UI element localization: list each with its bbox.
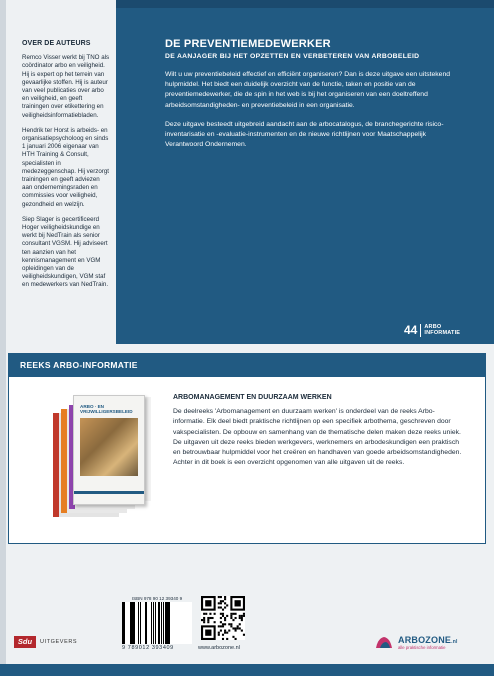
qr-module <box>235 613 237 615</box>
arbozone-logo-icon <box>374 634 394 650</box>
qr-module <box>218 634 220 636</box>
book-cover-title: ARBO · EN VRIJWILLIGERSBELEID <box>80 404 133 414</box>
qr-module <box>220 596 222 598</box>
reeks-box <box>8 377 486 544</box>
qr-module <box>228 623 230 625</box>
qr-module <box>243 613 245 615</box>
qr-module <box>224 623 226 625</box>
qr-module <box>230 625 232 627</box>
isbn-barcode <box>122 596 192 656</box>
qr-module <box>207 621 209 623</box>
reeks-paragraph-2: De uitgaven uit deze reeks bieden werkgevers, werknemers en arbodeskundigen een praktisch en betrouwbaar hulpmiddel voor het creëren en handhaven van goede arbeidsomstandigheden. <box>173 438 462 457</box>
qr-module <box>214 621 216 623</box>
qr-module <box>232 636 234 638</box>
description-paragraph-1: Wilt u uw preventiebeleid effectief en efficiënt organiseren? Dan is deze uitgave een uitstekend hulpmiddel. Het biedt een duidelijk overzicht van de functie, taken en positie van de preventiemedewerker, die de spin in het web is bij het organiseren van een doeltreffend arbeidsomstandigheden- en preventiebeleid in een organisatie. <box>165 71 451 109</box>
reeks-paragraph-3: Achter in dit boek is een overzicht opgenomen van alle uitgaven uit de reeks. <box>173 459 405 467</box>
qr-module <box>239 627 241 629</box>
qr-module <box>218 625 220 627</box>
qr-module <box>226 615 228 617</box>
qr-code[interactable] <box>201 596 245 640</box>
qr-module <box>220 617 222 619</box>
qr-module <box>224 598 226 600</box>
qr-module <box>237 625 239 627</box>
isbn-number: ISBN 978 90 12 39340 9 <box>131 596 183 601</box>
series-divider <box>420 324 421 337</box>
qr-module <box>220 600 222 602</box>
qr-module <box>205 630 211 636</box>
barcode-bar <box>170 602 172 644</box>
qr-module <box>211 617 213 619</box>
qr-module <box>222 623 224 625</box>
qr-module <box>220 602 222 604</box>
qr-module <box>224 596 226 598</box>
qr-module <box>203 621 205 623</box>
sdu-logo-text: UITGEVERS <box>40 639 78 645</box>
author-bio-visser: Remco Visser werkt bij TNO als coördinator arbo en veiligheid. Hij is expert op het terrein van gevaarlijke stoffen. Hij is auteur van veel publicaties over arbo en veiligheid, en geeft trainingen over etikettering en veiligheidsinformatiebladen. <box>22 54 110 119</box>
qr-module <box>224 617 226 619</box>
page-edge <box>0 0 6 676</box>
book-cover-photo <box>80 418 138 476</box>
qr-module <box>235 630 237 632</box>
arbozone-logo <box>374 634 458 650</box>
qr-module <box>222 634 224 636</box>
sdu-logo-mark: Sdu <box>14 636 36 648</box>
qr-module <box>232 613 234 615</box>
qr-module <box>239 623 241 625</box>
arbozone-tagline: alle praktische informatie <box>398 644 446 650</box>
qr-module <box>243 615 245 617</box>
qr-module <box>235 638 237 640</box>
barcode-bars <box>122 602 192 644</box>
qr-module <box>224 602 226 604</box>
qr-module <box>230 617 232 619</box>
qr-module <box>235 617 237 619</box>
qr-module <box>222 609 224 611</box>
qr-module <box>226 604 228 606</box>
barcode-digits: 9 789012 393409 <box>122 645 174 651</box>
qr-module <box>241 615 243 617</box>
qr-module <box>222 638 224 640</box>
qr-module <box>209 613 211 615</box>
qr-module <box>243 634 245 636</box>
qr-module <box>232 627 234 629</box>
qr-module <box>230 615 232 617</box>
authors-heading: OVER DE AUTEURS <box>22 40 91 47</box>
qr-module <box>239 615 241 617</box>
qr-module <box>224 632 226 634</box>
qr-module <box>203 613 205 615</box>
qr-module <box>220 630 222 632</box>
book-cover-band <box>74 491 144 494</box>
qr-module <box>222 615 224 617</box>
qr-module <box>241 619 243 621</box>
book-cover <box>73 395 145 505</box>
reeks-subtitle: ARBOMANAGEMENT EN DUURZAAM WERKEN <box>173 394 332 401</box>
qr-module <box>235 600 241 606</box>
series-label-line2: INFORMATIE <box>424 330 461 336</box>
qr-module <box>203 619 205 621</box>
qr-module <box>224 619 226 621</box>
qr-module <box>241 617 243 619</box>
qr-module <box>220 625 222 627</box>
bottom-bar <box>0 664 494 676</box>
qr-module <box>214 613 216 615</box>
qr-module <box>241 630 243 632</box>
qr-module <box>224 606 226 608</box>
qr-module <box>205 600 211 606</box>
book-title: DE PREVENTIEMEDEWERKER <box>165 38 331 50</box>
author-bio-slager: Siep Slager is gecertificeerd Hoger veiligheidskundige en werkt bij NedTrain als senior consultant VGSM. Hij adviseert ten aanzien van het kennismanagement en VGM opleidingen van de veiligheidskundigen, VGM staf en medewerkers van NedTrain. <box>22 215 109 289</box>
qr-module <box>226 638 228 640</box>
qr-module <box>232 619 234 621</box>
qr-module <box>218 606 220 608</box>
qr-module <box>201 619 203 621</box>
qr-module <box>220 613 222 615</box>
qr-module <box>207 619 209 621</box>
qr-module <box>235 627 237 629</box>
series-label <box>424 324 460 336</box>
authors-column <box>22 40 110 297</box>
reeks-header <box>8 353 486 377</box>
description-paragraph-2: Deze uitgave besteedt uitgebreid aandacht aan de arbocatalogus, de branchegerichte risico-inventarisatie en -evaluatie-instrumenten en de nieuwe richtlijnen voor Maatschappelijk Verantwoord Ondernemen. <box>165 120 444 149</box>
top-strip <box>116 0 494 8</box>
qr-module <box>222 625 224 627</box>
description-panel <box>116 8 494 344</box>
qr-module <box>218 602 220 604</box>
qr-module <box>218 632 220 634</box>
qr-module <box>239 617 241 619</box>
qr-module <box>220 606 222 608</box>
qr-module <box>230 613 232 615</box>
qr-module <box>207 617 209 619</box>
qr-module <box>203 617 205 619</box>
qr-module <box>226 632 228 634</box>
qr-module <box>222 600 224 602</box>
qr-module <box>228 630 230 632</box>
qr-module <box>205 613 207 615</box>
qr-module <box>224 630 226 632</box>
qr-module <box>218 596 220 598</box>
sdu-logo <box>14 636 77 648</box>
reeks-paragraph-1: De deelreeks 'Arbomanagement en duurzaam werken' is onderdeel van de reeks Arbo-informatie. Elk deel biedt praktische richtlijnen op een specifiek arbothema, geschreven door vakspecialisten. De opbouw en samenhang van de thematische delen maken deze reeks uniek. <box>173 408 461 436</box>
series-number: 44 <box>404 323 418 337</box>
book-subtitle: DE AANJAGER BIJ HET OPZETTEN EN VERBETEREN VAN ARBOBELEID <box>165 53 420 60</box>
qr-module <box>237 627 239 629</box>
qr-module <box>222 613 224 615</box>
qr-module <box>209 617 211 619</box>
reeks-text <box>173 393 465 468</box>
website-url[interactable]: www.arbozone.nl <box>198 645 240 651</box>
qr-module <box>230 623 232 625</box>
author-bio-ter-horst: Hendrik ter Horst is arbeids- en organisatiepsycholoog en sinds 1 januari 2006 eigenaar van HTH Training & Consult, specialisten in medezeggenschap. Hij verzorgt trainingen en geeft adviezen aan ondernemingsraden en commissies voor veiligheid, gezondheid en welzijn. <box>22 126 110 208</box>
series-mark <box>404 323 460 337</box>
qr-module <box>220 621 222 623</box>
series-label-line1: ARBO <box>424 324 442 330</box>
arbozone-name: ARBOZONE.nl <box>398 634 458 645</box>
reeks-header-title: REEKS ARBO-INFORMATIE <box>20 360 138 370</box>
